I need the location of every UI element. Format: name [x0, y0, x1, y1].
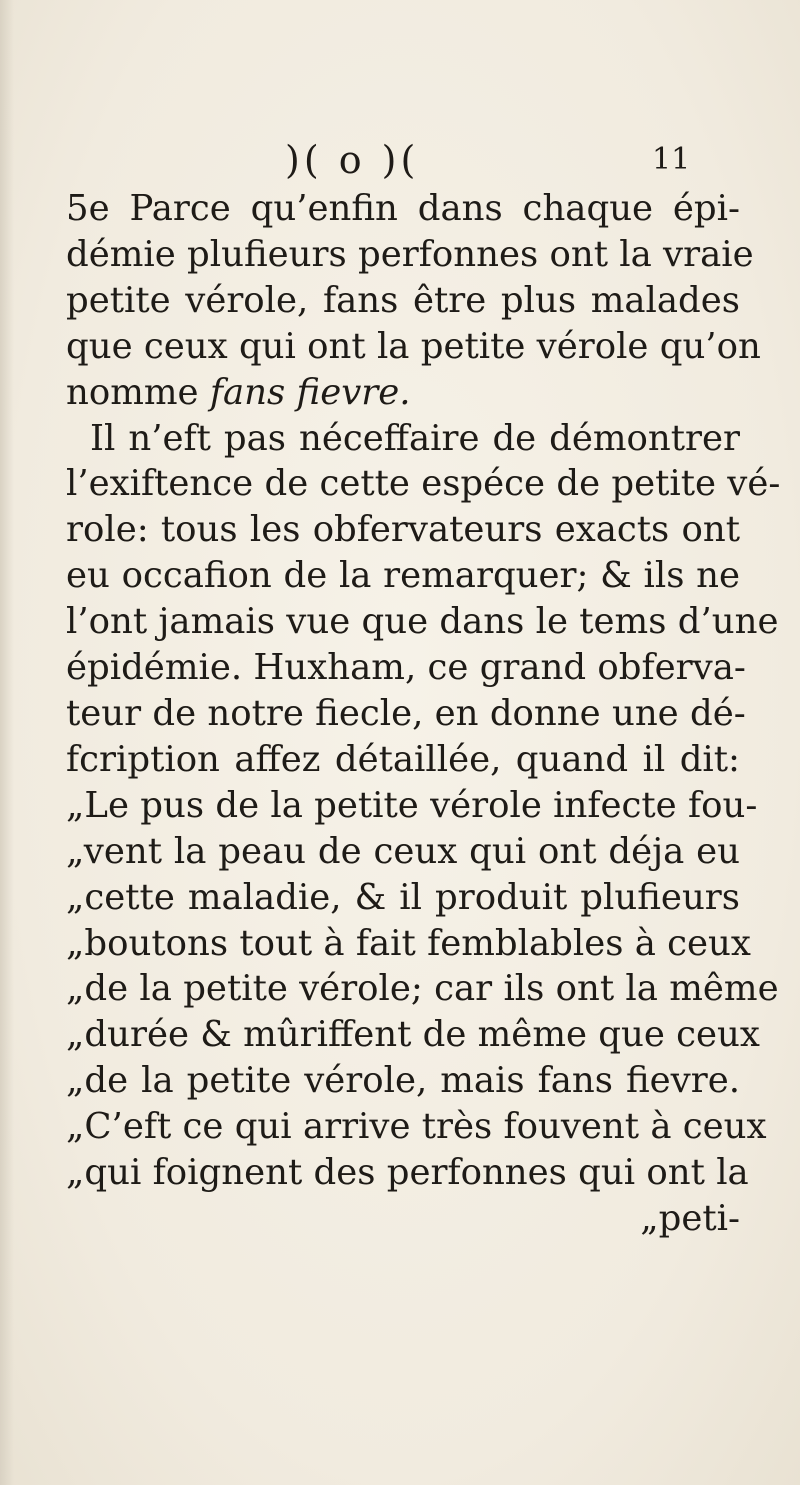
- quote-line: „C’eft ce qui arrive très fouvent à ceux: [66, 1106, 767, 1148]
- text-line: 5e Parce qu’enfin dans chaque épi-: [66, 188, 740, 229]
- text-line: eu occafion de la remarquer; & ils ne: [66, 555, 740, 597]
- text-line: l’exiftence de cette espéce de petite vé-: [66, 463, 781, 505]
- text-line: Il n’eft pas néceffaire de démontrer: [90, 417, 740, 459]
- quote-line: „boutons tout à fait femblables à ceux: [66, 922, 751, 964]
- text-span: nomme: [66, 371, 210, 413]
- quote-line: „de la petite vérole; car ils ont la même: [66, 968, 779, 1010]
- quote-line: „cette maladie, & il produit plufieurs: [66, 876, 740, 918]
- quote-line: „durée & mûriffent de même que ceux: [66, 1014, 760, 1056]
- quote-line: „Le pus de la petite vérole infecte fou-: [66, 784, 758, 826]
- catchword: „peti-: [640, 1197, 740, 1239]
- text-line: l’ont jamais vue que dans le tems d’une: [66, 601, 779, 643]
- text-line: fcription affez détaillée, quand il dit:: [66, 738, 740, 780]
- body-text: [66, 186, 781, 1242]
- page-number: 11: [652, 142, 691, 177]
- text-line: démie plufieurs perfonnes ont la vraie: [66, 233, 754, 275]
- header-ornament: )( o )(: [285, 138, 420, 182]
- text-line: petite vérole, fans être plus malades: [66, 279, 740, 321]
- text-line: teur de notre fiecle, en donne une dé-: [66, 692, 746, 734]
- quote-line: „de la petite vérole, mais fans fievre.: [66, 1060, 740, 1102]
- page-gutter-shadow: [0, 0, 14, 1485]
- paragraph-1: [66, 186, 761, 416]
- running-header: [0, 138, 800, 188]
- text-line: que ceux qui ont la petite vérole qu’on: [66, 325, 761, 367]
- quote-line: „vent la peau de ceux qui ont déja eu: [66, 830, 740, 872]
- text-line: épidémie. Huxham, ce grand obferva-: [66, 647, 746, 689]
- paragraph-2: [66, 416, 781, 1196]
- quote-line: „qui foignent des perfonnes qui ont la: [66, 1152, 749, 1194]
- text-line: [66, 370, 740, 416]
- text-line: role: tous les obfervateurs exacts ont: [66, 509, 740, 551]
- italic-phrase: fans fievre.: [209, 371, 411, 413]
